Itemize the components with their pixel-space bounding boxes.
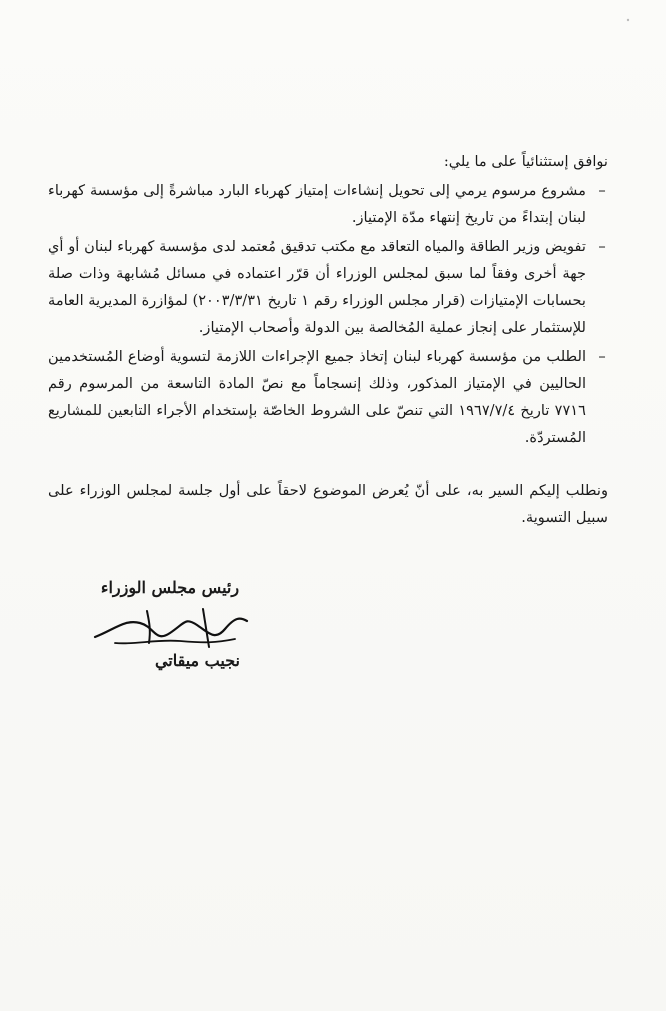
decision-list <box>48 177 608 451</box>
list-item-text: الطلب من مؤسسة كهرباء لبنان إتخاذ جميع الإجراءات اللازمة لتسوية أوضاع المُستخدمين الحاليين في الإمتياز المذكور، وذلك إنسجاماً مع نصّ المادة التاسعة من المرسوم رقم ٧٧١٦ تاريخ ١٩٦٧/٧/٤ التي تنصّ على الشروط الخاصّة بإستخدام الأجراء التابعين للمشاريع المُستردّة. <box>48 348 586 446</box>
dash-bullet: – <box>598 348 606 365</box>
signatory-title: رئيس مجلس الوزراء <box>100 578 240 597</box>
document-body <box>48 148 608 546</box>
list-item <box>48 343 608 451</box>
dash-bullet: – <box>598 238 606 255</box>
intro-line: نوافق إستثنائياً على ما يلي: <box>443 153 608 170</box>
closing-paragraph: ونطلب إليكم السير به، على أنّ يُعرض الموضوع لاحقاً على أول جلسة لمجلس الوزراء على سبيل التسوية. <box>48 482 608 526</box>
list-item-text: مشروع مرسوم يرمي إلى تحويل إنشاءات إمتياز كهرباء البارد مباشرةً إلى مؤسسة كهرباء لبنان إبتداءً من تاريخ إنتهاء مدّة الإمتياز. <box>48 182 586 226</box>
dash-bullet: – <box>598 182 606 199</box>
list-item <box>48 233 608 341</box>
signature-block <box>80 578 260 670</box>
scan-speck-mark <box>618 10 638 30</box>
handwritten-signature <box>85 599 255 659</box>
list-item <box>48 177 608 231</box>
list-item-text: تفويض وزير الطاقة والمياه التعاقد مع مكتب تدقيق مُعتمد لدى مؤسسة كهرباء لبنان أو أي جهة أخرى وفقاً لما سبق لمجلس الوزراء أن قرّر اعتماده في مسائل مُشابهة وذات صلة بحسابات الإمتيازات (قرار مجلس الوزراء رقم ١ تاريخ ٢٠٠٣/٣/٣١) لمؤازرة المديرية العامة للإستثمار على إنجاز عملية المُخالصة بين الدولة وأصحاب الإمتياز. <box>48 238 586 336</box>
signatory-name: نجيب ميقاتي <box>154 651 240 670</box>
